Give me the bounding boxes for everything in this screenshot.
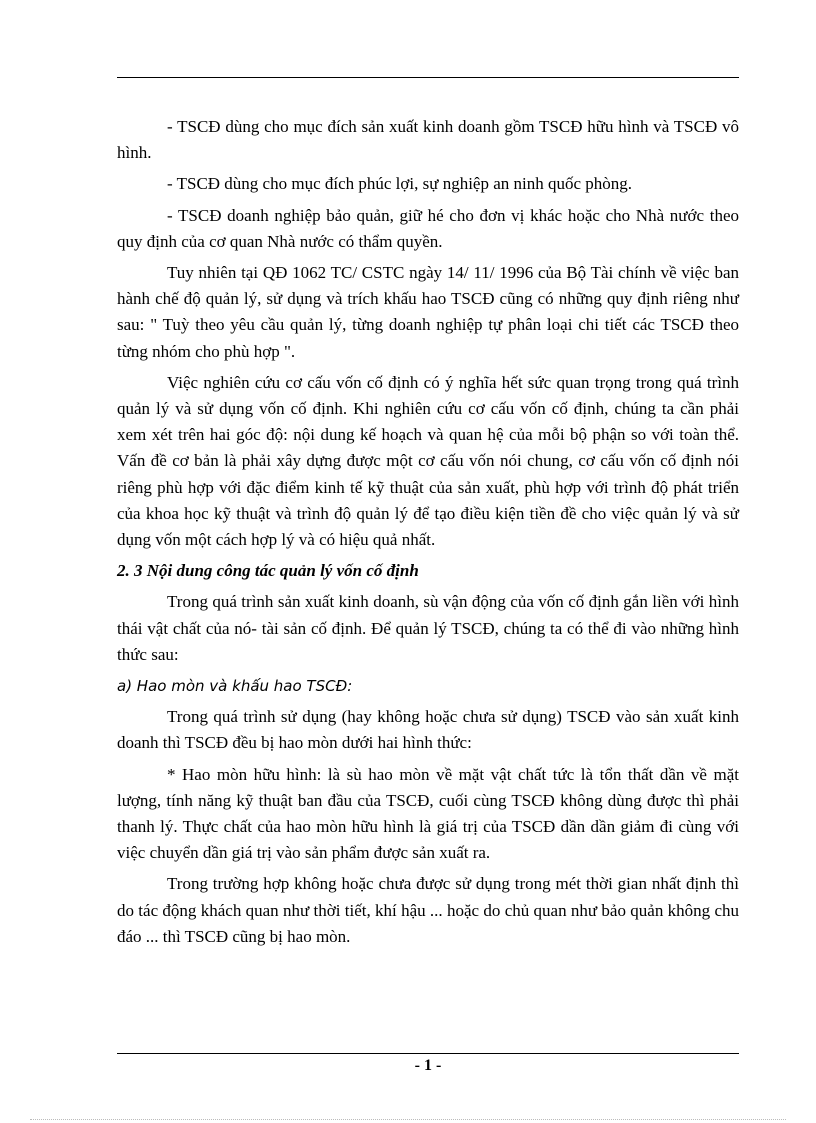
paragraph-management-intro: Trong quá trình sản xuất kinh doanh, sù vận động của vốn cố định gắn liền với hình thái vật chất của nó- tài sản cố định. Để quản lý TSCĐ, chúng ta có thể đi vào những hình thức sau: xyxy=(117,592,739,664)
header-rule xyxy=(117,77,739,78)
paragraph-tscd-welfare: - TSCĐ dùng cho mục đích phúc lợi, sự nghiệp an ninh quốc phòng. xyxy=(167,174,633,194)
page-body xyxy=(117,114,739,955)
page-number: - 1 - xyxy=(414,1057,442,1074)
paragraph-tangible-wear: * Hao mòn hữu hình: là sù hao mòn về mặt vật chất tức là tổn thất dần về mặt lượng, tính năng kỹ thuật ban đầu của TSCĐ, cuối cùng TSCĐ không dùng được thì phải thanh lý. Thực chất của hao mòn hữu hình là giá trị của TSCĐ dần dần giảm đi cùng với việc chuyển dần giá trị vào sản phẩm được sản xuất ra. xyxy=(117,764,739,863)
paragraph-depreciation-forms: Trong quá trình sử dụng (hay không hoặc chưa sử dụng) TSCĐ vào sản xuất kinh doanh thì TSCĐ đều bị hao mòn dưới hai hình thức: xyxy=(117,707,739,753)
page-edge-divider xyxy=(30,1119,786,1120)
paragraph-decision-1062: Tuy nhiên tại QĐ 1062 TC/ CSTC ngày 14/ 11/ 1996 của Bộ Tài chính về việc ban hành chế độ quản lý, sử dụng và trích khấu hao TSCĐ cũng có những quy định riêng như sau: " Tuỳ theo yêu cầu quản lý, từng doanh nghiệp tự phân loại chi tiết các TSCĐ theo từng nhóm cho phù hợp ". xyxy=(117,263,739,361)
section-heading: 2. 3 Nội dung công tác quản lý vốn cố định xyxy=(117,561,419,581)
paragraph-idle-wear: Trong trường hợp không hoặc chưa được sử dụng trong mét thời gian nhất định thì do tác động khách quan như thời tiết, khí hậu ... hoặc do chủ quan như bảo quản không chu đáo ... thì TSCĐ cũng bị hao mòn. xyxy=(117,874,739,946)
footer-rule xyxy=(117,1053,739,1054)
subsection-heading: a) Hao mòn và khấu hao TSCĐ: xyxy=(117,677,353,696)
paragraph-capital-structure: Việc nghiên cứu cơ cấu vốn cố định có ý nghĩa hết sức quan trọng trong quá trình quản lý và sử dụng vốn cố định. Khi nghiên cứu cơ cấu vốn cố định, chúng ta cần phải xem xét trên hai góc độ: nội dung kế hoạch và quan hệ của mỗi bộ phận so với toàn thể. Vấn đề cơ bản là phải xây dựng được một cơ cấu vốn nói chung, cơ cấu vốn cố định nói riêng phù hợp với đặc điểm kinh tế kỹ thuật của sản xuất, phù hợp với trình độ phát triển của khoa học kỹ thuật và trình độ quản lý để tạo điều kiện tiền đề cho việc quản lý và sử dụng vốn một cách hợp lý và có hiệu quả nhất. xyxy=(117,372,739,550)
paragraph-tscd-production: - TSCĐ dùng cho mục đích sản xuất kinh doanh gồm TSCĐ hữu hình và TSCĐ vô hình. xyxy=(117,117,739,163)
paragraph-tscd-preserved: - TSCĐ doanh nghiệp bảo quản, giữ hé cho đơn vị khác hoặc cho Nhà nước theo quy định của cơ quan Nhà nước có thẩm quyền. xyxy=(117,205,739,251)
